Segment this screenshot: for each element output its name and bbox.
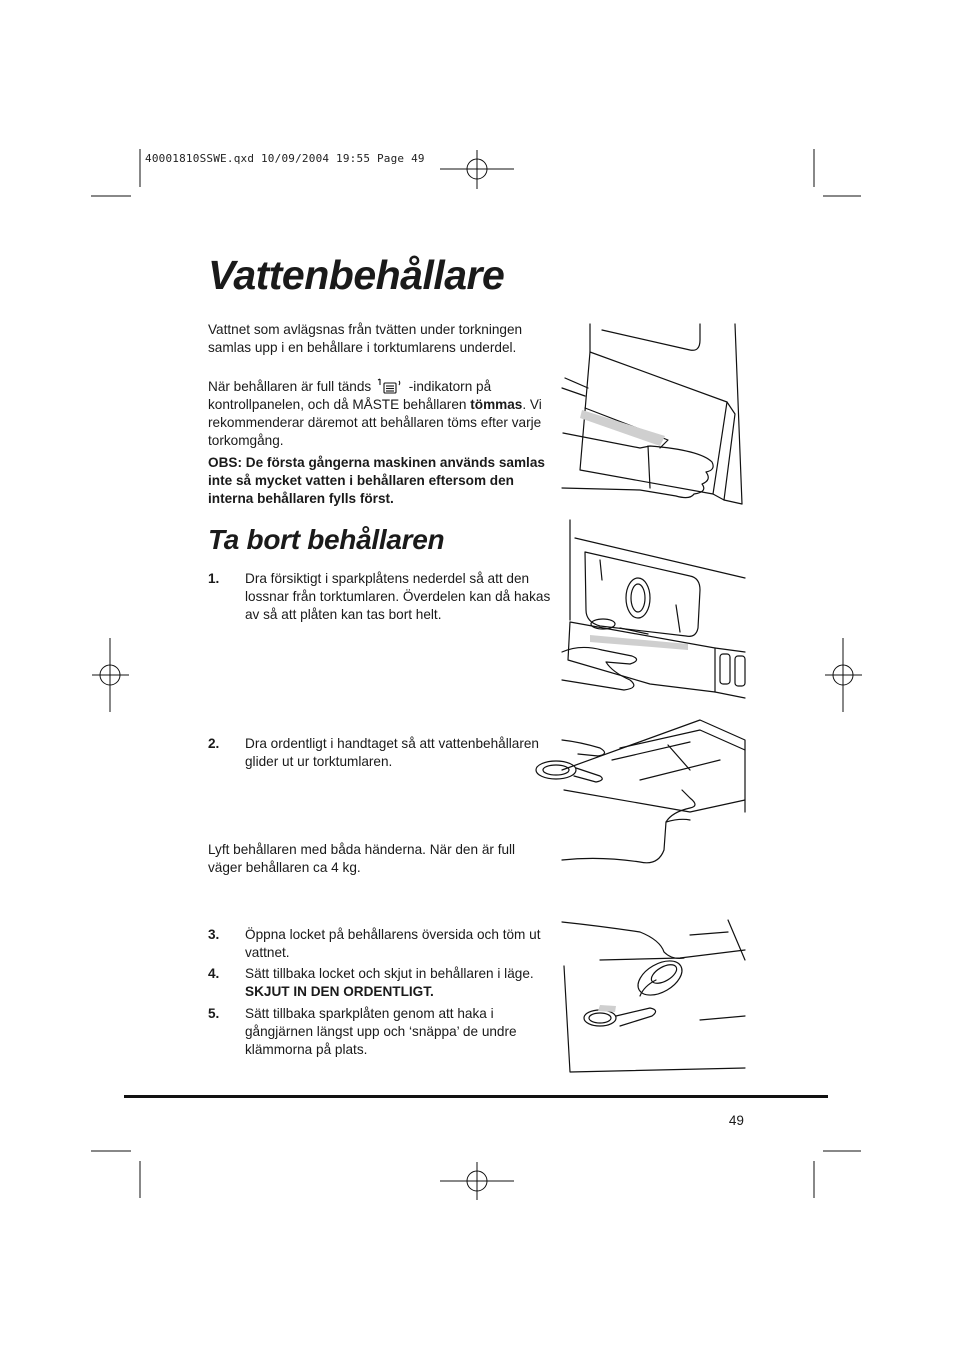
note-paragraph: OBS: De första gångerna maskinen används samlas inte så mycket vatten i behållaren eftersom den interna behållaren fylls först. (208, 455, 545, 506)
step-3 (208, 926, 553, 962)
step-text: Öppna locket på behållarens översida och töm ut vattnet. (245, 927, 541, 960)
section-title: Ta bort behållaren (208, 524, 445, 555)
intro-paragraph: Vattnet som avlägsnas från tvätten under torkningen samlas upp i en behållare i torktumlarens underdel. (208, 322, 523, 355)
page-title: Vattenbehållare (208, 252, 505, 298)
step-text (245, 965, 553, 1001)
empty-emphasis: tömmas (470, 397, 523, 412)
footer-rule (124, 1095, 828, 1098)
step-4 (208, 965, 553, 1001)
step-number: 5. (208, 1006, 220, 1021)
step-number: 3. (208, 927, 220, 942)
file-slug: 40001810SSWE.qxd 10/09/2004 19:55 Page 49 (145, 152, 425, 165)
step-1 (208, 570, 553, 624)
step-4-text: Sätt tillbaka locket och skjut in behållaren i läge. (245, 966, 534, 981)
step-2 (208, 735, 553, 771)
step-number: 2. (208, 736, 220, 751)
step-text: Dra försiktigt i sparkplåtens nederdel så att den lossnar från torktumlaren. Överdelen kan då hakas av så att plåten kan tas bort helt. (245, 571, 551, 622)
step-number: 1. (208, 571, 220, 586)
water-container-full-icon (377, 378, 403, 394)
indicator-paragraph (208, 378, 548, 450)
step-text: Sätt tillbaka sparkplåten genom att haka i gångjärnen längst upp och ‘snäppa’ de undre klämmorna på plats. (245, 1006, 517, 1057)
indicator-text-after: -indikatorn på kontrollpanelen, och då MÅSTE behållaren (208, 379, 492, 412)
step-text: Dra ordentligt i handtaget så att vattenbehållaren glider ut ur torktumlaren. (245, 736, 539, 769)
indicator-text-before: När behållaren är full tänds (208, 379, 372, 394)
step-number: 4. (208, 966, 220, 981)
lift-paragraph: Lyft behållaren med båda händerna. När den är full väger behållaren ca 4 kg. (208, 842, 516, 875)
indicator-text-end: . Vi rekommenderar däremot att behållaren töms efter varje torkomgång. (208, 397, 542, 448)
step-4-emphasis: SKJUT IN DEN ORDENTLIGT. (245, 984, 434, 999)
page-number: 49 (728, 1113, 744, 1128)
step-5 (208, 1005, 553, 1059)
